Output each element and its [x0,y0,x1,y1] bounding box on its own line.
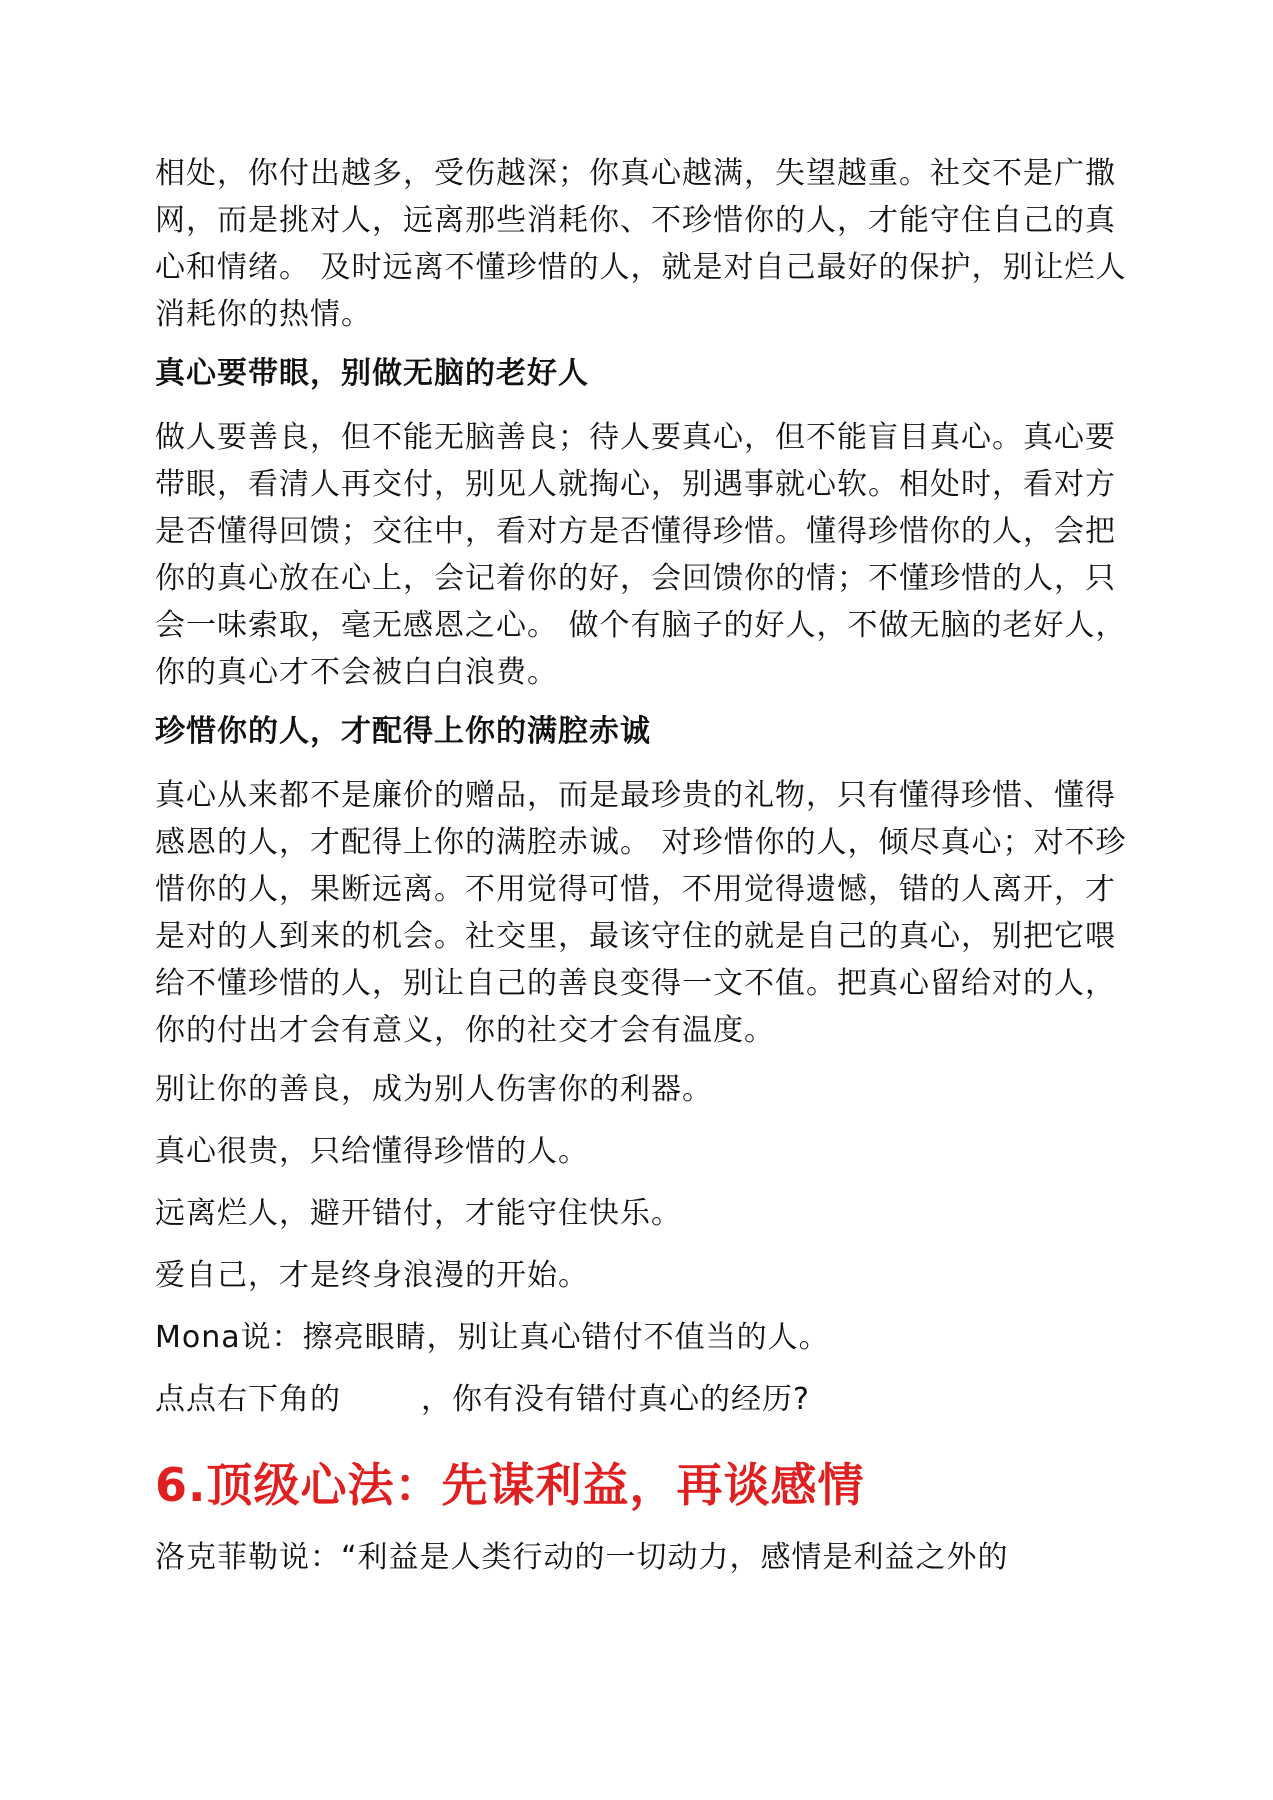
quote-line-2: 真心很贵，只给懂得珍惜的人。 [155,1134,589,1169]
paragraph-discernment: 做人要善良，但不能无脑善良；待人要真心，但不能盲目真心。真心要带眼，看清人再交付，别见人就掏心，别遇事就心软。相处时，看对方是否懂得回馈；交往中，看对方是否懂得珍惜。懂得珍惜你的人，会把你的真心放在心上，会记着你的好，会回馈你的情；不懂珍惜的人，只会一味索取，毫无感恩之心。 做个有脑子的好人，不做无脑的老好人，你的真心才不会被白白浪费。 [155,420,1127,690]
subheading-cherish: 珍惜你的人，才配得上你的满腔赤诚 [155,714,651,749]
article-body [155,150,1130,1595]
call-to-action-question: ，你有没有错付真心的经历? [421,1382,810,1417]
author-note: Mona说：擦亮眼睛，别让真心错付不值当的人。 [155,1320,830,1355]
quote-line-4: 爱自己，才是终身浪漫的开始。 [155,1258,589,1293]
quote-line-1: 别让你的善良，成为别人伤害你的利器。 [155,1072,713,1107]
paragraph-intro: 相处，你付出越多，受伤越深；你真心越满，失望越重。社交不是广撒网，而是挑对人，远离那些消耗你、不珍惜你的人，才能守住自己的真心和情绪。 及时远离不懂珍惜的人，就是对自己最好的保护，别让烂人消耗你的热情。 [155,156,1127,332]
quote-line-3: 远离烂人，避开错付，才能守住快乐。 [155,1196,682,1231]
paragraph-cherish: 真心从来都不是廉价的赠品，而是最珍贵的礼物，只有懂得珍惜、懂得感恩的人，才配得上你的满腔赤诚。 对珍惜你的人，倾尽真心；对不珍惜你的人，果断远离。不用觉得可惜，不用觉得遗憾，错的人离开，才是对的人到来的机会。社交里，最该守住的就是自己的真心，别把它喂给不懂珍惜的人，别让自己的善良变得一文不值。把真心留给对的人，你的付出才会有意义，你的社交才会有温度。 [155,778,1127,1048]
call-to-action-lead: 点点右下角的 [155,1382,341,1417]
subheading-discernment: 真心要带眼，别做无脑的老好人 [155,356,589,391]
section-intro: 洛克菲勒说：“利益是人类行动的一切动力，感情是利益之外的 [155,1540,1009,1575]
section-title: 6.顶级心法：先谋利益，再谈感情 [155,1458,865,1512]
call-to-action [155,1378,1130,1422]
